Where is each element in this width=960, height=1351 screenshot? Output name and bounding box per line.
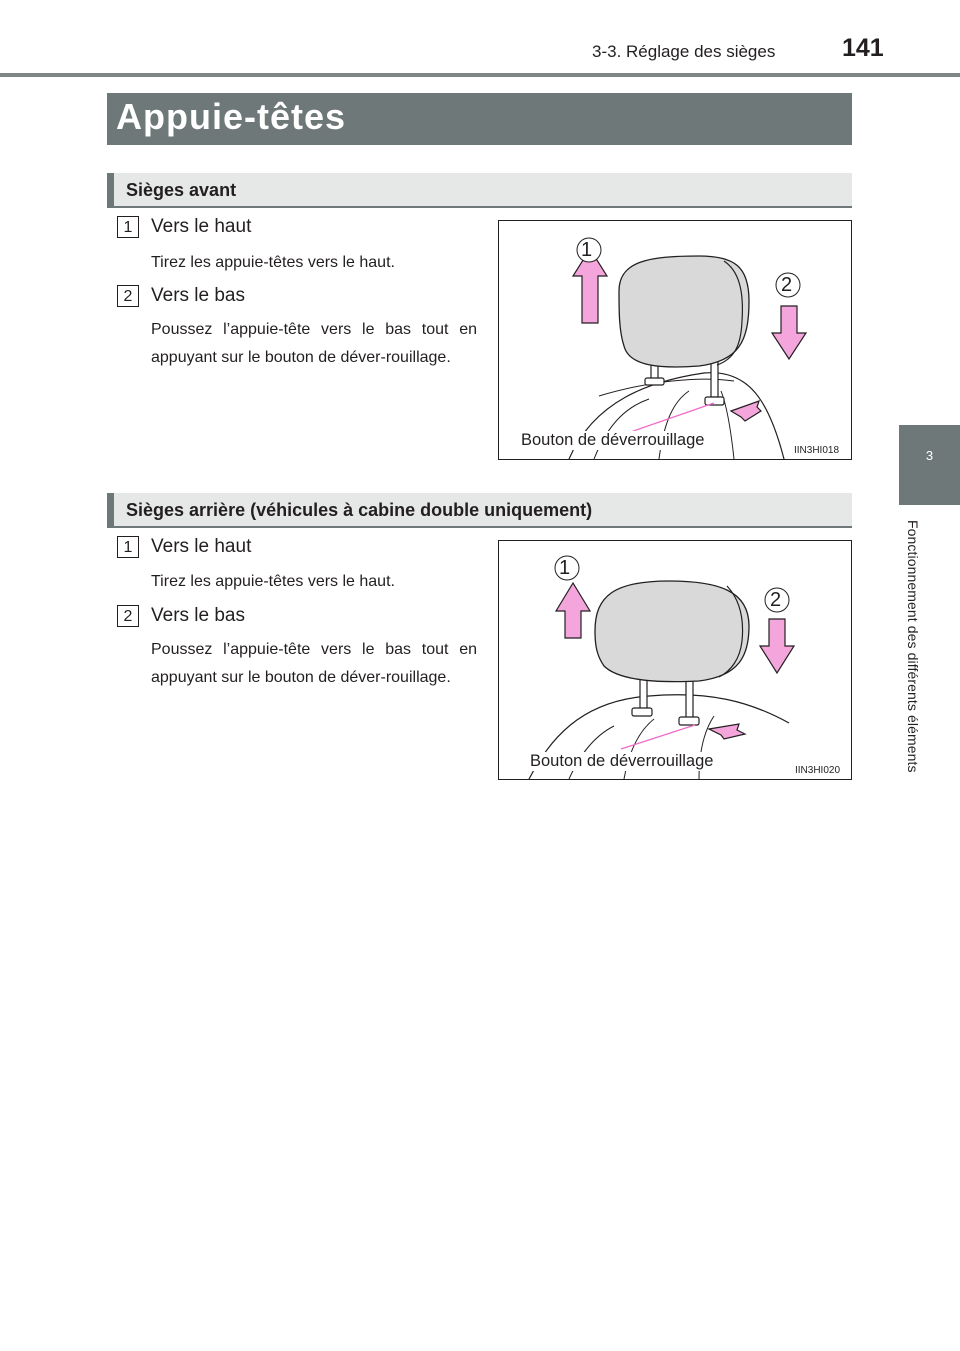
figure-code: IIN3HI020: [795, 765, 841, 776]
step-text: Tirez les appuie-têtes vers le haut.: [151, 573, 395, 590]
section-heading-front: Sièges avant: [126, 180, 237, 200]
figure-marker-1: 1: [559, 557, 571, 579]
figure-label-release-button: Bouton de déverrouillage: [521, 431, 705, 449]
step-heading: Vers le bas: [151, 605, 245, 626]
figure-label-release-button: Bouton de déverrouillage: [530, 752, 714, 770]
chapter-tab-number: 3: [925, 448, 934, 463]
step-heading: Vers le bas: [151, 285, 245, 306]
headrest-illustration: [499, 541, 851, 779]
figure-marker-1: 1: [581, 239, 593, 261]
section-heading-marker: [107, 493, 114, 526]
step-heading: Vers le haut: [151, 536, 252, 557]
page-title: Appuie-têtes: [116, 96, 347, 137]
section-heading-marker: [107, 173, 114, 206]
figure-marker-2: 2: [781, 274, 793, 296]
step-text: Poussez l’appuie-tête vers le bas tout en appuyant sur le bouton de déver-rouillage.: [151, 641, 477, 686]
step-number-badge: 1: [117, 216, 139, 238]
figure-front-headrest: [498, 220, 852, 460]
step-text: Poussez l’appuie-tête vers le bas tout en appuyant sur le bouton de déver-rouillage.: [151, 321, 477, 366]
figure-marker-2: 2: [770, 589, 782, 611]
step-number-badge: 2: [117, 285, 139, 307]
headrest-illustration: [499, 221, 851, 459]
step-number-badge: 1: [117, 536, 139, 558]
header-rule: [0, 73, 960, 77]
step-text: Tirez les appuie-têtes vers le haut.: [151, 254, 395, 271]
chapter-tab-label: Fonctionnement des différents éléments: [905, 520, 921, 773]
step-number-badge: 2: [117, 605, 139, 627]
page-number: 141: [842, 34, 884, 62]
section-heading-rear: Sièges arrière (véhicules à cabine double uniquement): [126, 500, 593, 520]
chapter-tab: [899, 425, 960, 505]
figure-code: IIN3HI018: [794, 445, 840, 456]
section-label: 3-3. Réglage des sièges: [592, 42, 776, 61]
figure-rear-headrest: [498, 540, 852, 780]
step-heading: Vers le haut: [151, 216, 252, 237]
